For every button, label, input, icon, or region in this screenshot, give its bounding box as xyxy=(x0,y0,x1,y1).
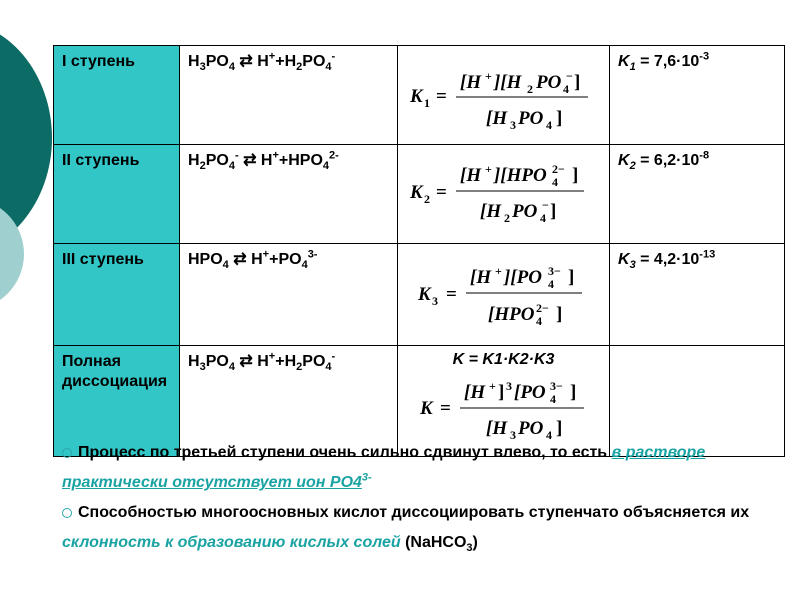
svg-text:4: 4 xyxy=(546,118,552,132)
svg-text:]: ] xyxy=(550,201,557,222)
stage-label: Полная диссоциация xyxy=(62,353,168,390)
formula-cell xyxy=(398,145,610,244)
k-value-cell xyxy=(610,145,785,244)
svg-text:]: ] xyxy=(572,165,579,186)
table-row xyxy=(54,46,785,145)
note1-highlight: в растворе практически отсутствует ион PO4 xyxy=(62,444,706,491)
svg-text:]: ] xyxy=(574,72,581,93)
svg-text:[H: [H xyxy=(460,165,482,186)
svg-text:4: 4 xyxy=(563,82,569,96)
svg-text:PO: PO xyxy=(536,72,562,93)
k-value: = 4,2·10 xyxy=(640,251,700,268)
formula-cell xyxy=(398,244,610,346)
k-name: $K_2$ xyxy=(618,152,636,173)
k-exponent: -3 xyxy=(699,50,710,63)
equation: $HPO_4$ ⇄ $H^++PO_4^{3-}$ xyxy=(188,248,318,272)
svg-text:]: ] xyxy=(498,382,505,403)
note2-tail-sub: 3 xyxy=(466,542,473,555)
svg-text:]: ] xyxy=(556,418,563,439)
dissociation-table xyxy=(53,45,785,457)
svg-text:[H: [H xyxy=(486,108,508,129)
note-item xyxy=(62,438,782,498)
note-item xyxy=(62,498,782,558)
svg-text:]: ] xyxy=(570,382,577,403)
equilibrium-arrow-icon: ⇄ xyxy=(233,251,247,268)
equation: $H_2PO_4^-$ ⇄ $H^++HPO_4^{2-}$ xyxy=(188,149,339,173)
stage-cell xyxy=(54,145,180,244)
stage-cell xyxy=(54,244,180,346)
svg-text:[HPO: [HPO xyxy=(488,304,535,325)
svg-text:[H: [H xyxy=(486,418,508,439)
svg-text:+: + xyxy=(485,69,492,83)
k-name: $K_1$ xyxy=(618,53,636,74)
svg-text:PO: PO xyxy=(512,201,538,222)
note1-text: Процесс по третьей ступени очень сильно сдвинут влево, то есть xyxy=(78,444,612,461)
stage-label: III ступень xyxy=(62,251,144,268)
svg-text:2: 2 xyxy=(504,211,510,225)
equation: $H_3PO_4$ ⇄ $H^++H_2PO_4^-$ xyxy=(188,50,336,74)
svg-text:][PO: ][PO xyxy=(504,267,542,288)
k-value-cell xyxy=(610,244,785,346)
svg-text:+: + xyxy=(495,264,502,278)
svg-text:4: 4 xyxy=(540,211,546,225)
svg-text:[H: [H xyxy=(464,382,486,403)
stage-cell xyxy=(54,46,180,145)
svg-text:][H: ][H xyxy=(494,72,522,93)
stage-label: I ступень xyxy=(62,53,135,70)
k1-formula xyxy=(406,52,618,138)
svg-text:−: − xyxy=(542,198,549,212)
svg-text:3: 3 xyxy=(506,379,512,393)
svg-text:]: ] xyxy=(568,267,575,288)
svg-text:1: 1 xyxy=(424,96,430,110)
svg-text:4: 4 xyxy=(536,314,542,328)
svg-text:+: + xyxy=(485,162,492,176)
svg-text:2: 2 xyxy=(424,192,430,206)
equation-cell xyxy=(180,145,398,244)
stage-label: II ступень xyxy=(62,152,140,169)
svg-text:[H: [H xyxy=(460,72,482,93)
svg-text:+: + xyxy=(489,379,496,393)
k-value: = 7,6·10 xyxy=(640,53,700,70)
note2-tail-end: ) xyxy=(472,534,478,551)
notes xyxy=(62,438,782,558)
svg-text:[H: [H xyxy=(480,201,502,222)
equation-cell xyxy=(180,46,398,145)
k3-formula xyxy=(406,250,618,339)
svg-text:][HPO: ][HPO xyxy=(494,165,547,186)
k2-formula xyxy=(406,151,618,237)
equilibrium-arrow-icon: ⇄ xyxy=(243,152,257,169)
circle-bullet-icon xyxy=(62,508,72,518)
k-value-cell xyxy=(610,46,785,145)
svg-text:3: 3 xyxy=(510,428,516,442)
svg-text:[H: [H xyxy=(470,267,492,288)
svg-text:2−: 2− xyxy=(536,301,549,315)
note2-tail: (NaHCO xyxy=(400,534,467,551)
svg-text:4: 4 xyxy=(552,175,558,189)
svg-text:4: 4 xyxy=(550,392,556,406)
svg-text:4: 4 xyxy=(548,277,554,291)
circle-bullet-icon xyxy=(62,448,72,458)
k-exponent: -8 xyxy=(699,149,710,162)
svg-text:2−: 2− xyxy=(552,162,565,176)
k-product: K = K1·K2·K3 xyxy=(452,351,555,368)
equation: $H_3PO_4$ ⇄ $H^++H_2PO_4^-$ xyxy=(188,350,336,374)
svg-text:]: ] xyxy=(556,108,563,129)
equation-cell xyxy=(180,244,398,346)
svg-text:=: = xyxy=(446,284,457,305)
svg-text:K: K xyxy=(410,182,423,203)
svg-text:=: = xyxy=(436,182,447,203)
svg-text:2: 2 xyxy=(527,82,533,96)
equilibrium-arrow-icon: ⇄ xyxy=(239,353,253,370)
table-row xyxy=(54,145,785,244)
svg-text:[PO: [PO xyxy=(514,382,546,403)
svg-text:3−: 3− xyxy=(550,379,563,393)
formula-cell xyxy=(398,46,610,145)
note2-highlight: склонность к образованию кислых солей xyxy=(62,534,401,551)
note1-highlight-sup: 3- xyxy=(361,471,372,484)
svg-text:=: = xyxy=(436,86,447,107)
svg-text:K: K xyxy=(420,398,433,419)
note2-text: Способностью многоосновных кислот диссоциировать ступенчато объясняется их xyxy=(78,504,750,521)
svg-text:=: = xyxy=(440,398,451,419)
svg-text:K: K xyxy=(410,86,423,107)
k-value: = 6,2·10 xyxy=(640,152,700,169)
svg-text:K: K xyxy=(418,284,431,305)
svg-text:3: 3 xyxy=(510,118,516,132)
svg-text:3: 3 xyxy=(432,294,438,308)
svg-text:PO: PO xyxy=(518,108,544,129)
svg-text:PO: PO xyxy=(518,418,544,439)
svg-text:−: − xyxy=(566,69,573,83)
svg-text:4: 4 xyxy=(546,428,552,442)
svg-text:]: ] xyxy=(556,304,563,325)
table-row xyxy=(54,244,785,346)
equilibrium-arrow-icon: ⇄ xyxy=(239,53,253,70)
k-name: $K_3$ xyxy=(618,251,636,272)
svg-text:3−: 3− xyxy=(548,264,561,278)
k-exponent: -13 xyxy=(699,248,716,261)
